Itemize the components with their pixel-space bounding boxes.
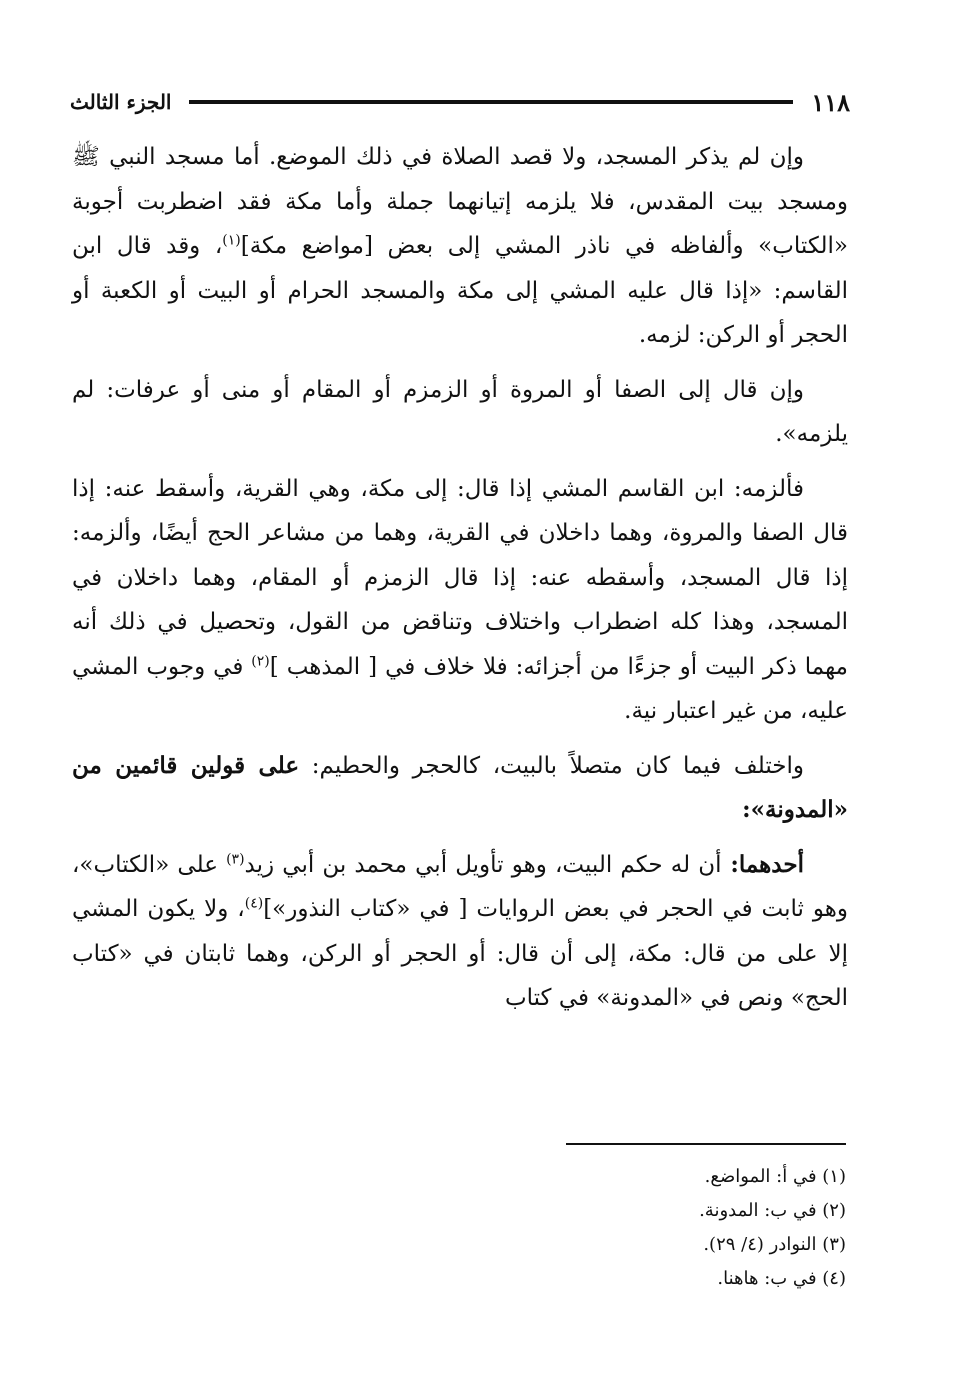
paragraph-5-text: أن له حكم البيت، وهو تأويل أبي محمد بن أبي زيد	[244, 851, 722, 878]
page-number: ١١٨	[811, 87, 850, 117]
paragraph-5	[72, 843, 848, 1021]
footnote-ref-4: (٤)	[244, 895, 264, 912]
paragraph-4	[72, 744, 848, 833]
paragraph-1-text-cont: ، وقد قال ابن القاسم: «إذا قال عليه المشي إلى مكة والمسجد الحرام أو البيت أو الكعبة أو الحجر أو الركن: لزمه.	[72, 233, 848, 348]
paragraph-3-text-cont: في وجوب المشي عليه، من غير اعتبار نية.	[72, 653, 848, 724]
paragraph-5-text-cont: على «الكتاب»، وهو ثابت في الحجر في بعض الروايات [ في «كتاب النذور»]	[72, 851, 848, 922]
footnote-ref-2: (٢)	[251, 652, 270, 669]
footnote-3: (٣) النوادر (٤/ ٢٩).	[703, 1234, 846, 1255]
paragraph-2: وإن قال إلى الصفا أو المروة أو الزمزم أو المقام أو منى أو عرفات: لم يلزمه».	[72, 376, 848, 447]
paragraph-3-text: فألزمه: ابن القاسم المشي إذا قال: إلى مكة، وهي القرية، وأسقط عنه: إذا قال الصفا والمروة، وهما داخلان في القرية، وهما من مشاعر الحج أيضًا، وألزمه: إذا قال المسجد، وأسقطه عنه: إذا قال الزمزم أو المقام، وهما داخلان في المسجد، وهذا كله اضطراب واختلاف وتناقض من القول، وتحصيل في ذلك أنه مهما ذكر البيت أو جزءًا من أجزائه: فلا خلاف في [ المذهب ]	[72, 475, 848, 680]
paragraph-3	[72, 467, 848, 734]
paragraph-1-text: وإن لم يذكر المسجد، ولا قصد الصلاة في ذلك الموضع. أما مسجد النبي ﷺ ومسجد بيت المقدس، فلا يلزمه إتيانهما جملة وأما مكة فقد اضطربت أجوبة «الكتاب» وألفاظه في ناذر المشي إلى بعض [مواضع مكة]	[72, 144, 849, 259]
body-text	[72, 135, 848, 1021]
footnote-1: (١) في أ: المواضع.	[704, 1166, 846, 1187]
paragraph-4-text: واختلف فيما كان متصلاً بالبيت، كالحجر والحطيم:	[299, 752, 804, 779]
footnote-ref-1: (١)	[222, 232, 241, 249]
footnote-ref-3: (٣)	[226, 850, 245, 867]
paragraph-4-bold: على قولين قائمين من «المدونة»:	[72, 751, 848, 823]
running-head: الجزء الثالث	[70, 90, 172, 114]
paragraph-5-text-end: ، ولا يكون المشي إلا على من قال: مكة، إلى أن قال: أو الحجر أو الركن، وهما ثابتان في «كتاب الحج» ونص في «المدونة» في كتاب	[72, 896, 848, 1011]
page-header	[70, 84, 850, 120]
footnote-2: (٢) في ب: المدونة.	[699, 1200, 846, 1221]
footnote-4: (٤) في ب: هاهنا.	[717, 1268, 846, 1289]
paragraph-1	[72, 135, 848, 358]
header-rule	[189, 100, 793, 104]
paragraph-5-lead: أحدهما:	[721, 850, 804, 878]
footnote-rule	[566, 1143, 846, 1145]
footnotes	[346, 1160, 846, 1296]
